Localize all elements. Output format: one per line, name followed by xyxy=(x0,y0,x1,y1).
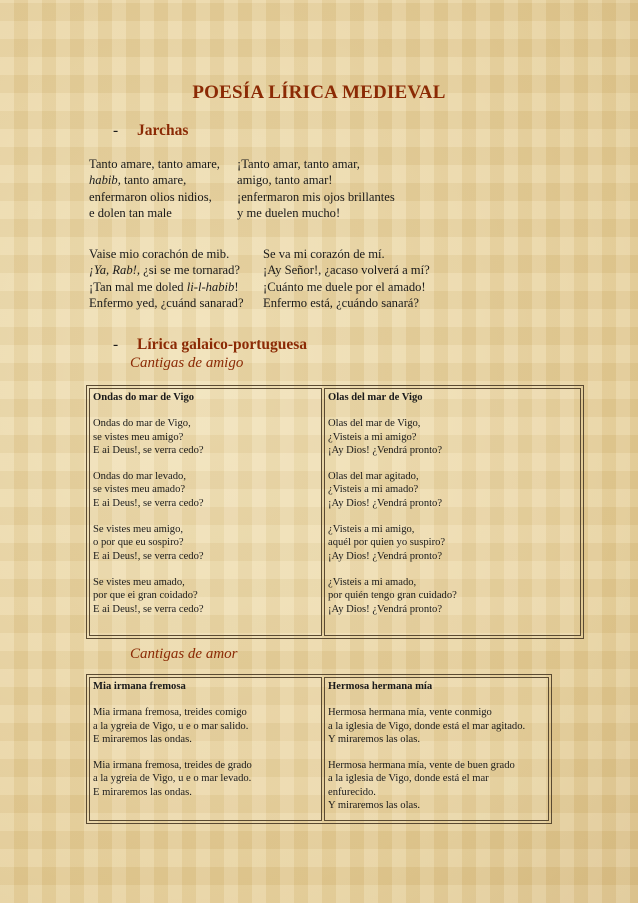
verse-text: ! xyxy=(234,279,239,294)
poem-title: Hermosa hermana mía xyxy=(328,681,433,692)
poem-line: E miraremos las ondas. xyxy=(93,733,192,745)
verse-line: Enfermo está, ¿cuándo sanará? xyxy=(263,296,419,311)
stanza xyxy=(328,417,577,457)
jarchas-heading: Jarchas xyxy=(137,122,189,139)
poem-line: a la iglesia de Vigo, donde está el mar xyxy=(328,773,489,785)
verse-line: Tanto amare, tanto amare, xyxy=(89,157,220,171)
poem-line: aquél por quien yo suspiro? xyxy=(328,537,446,549)
section-heading-jarchas xyxy=(113,122,188,140)
poem-line: a la ygreia de Vigo, u e o mar levado. xyxy=(93,773,252,785)
page-title: POESÍA LÍRICA MEDIEVAL xyxy=(192,82,446,103)
jarcha-1-translation xyxy=(237,156,395,222)
poem-title: Olas del mar de Vigo xyxy=(328,392,423,403)
jarcha-1-original xyxy=(89,156,220,222)
verse-line: enfermaron olios nidios, xyxy=(89,189,212,204)
cantigas-amor-table xyxy=(86,674,552,824)
stanza xyxy=(93,470,318,510)
poem-line: Hermosa hermana mía, vente conmigo xyxy=(328,707,492,719)
table-row xyxy=(89,677,549,821)
poem-translation-cell xyxy=(324,677,549,821)
bullet-dash: - xyxy=(113,336,119,353)
poem-line: enfurecido. xyxy=(328,786,376,798)
poem-line: ¿Visteis a mi amigo? xyxy=(328,431,417,443)
stanza xyxy=(93,417,318,457)
poem-title: Ondas do mar de Vigo xyxy=(93,392,195,403)
poem-line: Mia irmana fremosa, treides comigo xyxy=(93,707,247,719)
poem-line: E miraremos las ondas. xyxy=(93,786,192,798)
poem-line: Mia irmana fremosa, treides de grado xyxy=(93,760,252,772)
verse-line xyxy=(89,172,220,188)
poem-line: ¿Visteis a mi amado, xyxy=(328,576,417,588)
poem-line: Olas del mar agitado, xyxy=(328,471,419,483)
subheading-cantigas-amor: Cantigas de amor xyxy=(130,646,238,662)
table-row xyxy=(89,388,581,636)
poem-line: ¡Ay Dios! ¿Vendrá pronto? xyxy=(328,497,443,509)
stanza xyxy=(93,759,318,799)
poem-line: E ai Deus!, se verra cedo? xyxy=(93,550,204,562)
poem-line: ¿Visteis a mi amigo, xyxy=(328,524,415,536)
jarcha-2-translation xyxy=(263,246,430,312)
verse-line: y me duelen mucho! xyxy=(237,206,341,221)
poem-line: Se vistes meu amado, xyxy=(93,576,185,588)
poem-line: Ondas do mar levado, xyxy=(93,471,186,483)
verse-line: Se va mi corazón de mí. xyxy=(263,247,385,261)
poem-line: por quién tengo gran cuidado? xyxy=(328,590,457,602)
poem-original-cell xyxy=(89,677,322,821)
poem-line: Y miraremos las olas. xyxy=(328,800,420,812)
stanza xyxy=(93,523,318,563)
stanza xyxy=(328,470,577,510)
stanza xyxy=(328,759,545,812)
verse-line: e dolen tan male xyxy=(89,206,172,221)
poem-line: E ai Deus!, se verra cedo? xyxy=(93,444,204,456)
jarcha-2-original xyxy=(89,246,244,312)
stanza xyxy=(93,576,318,616)
stanza xyxy=(93,706,318,746)
section-heading-galaico xyxy=(113,336,307,354)
poem-line: Y miraremos las olas. xyxy=(328,733,420,745)
poem-line: ¡Ay Dios! ¿Vendrá pronto? xyxy=(328,444,443,456)
stanza xyxy=(328,523,577,563)
poem-line: se vistes meu amigo? xyxy=(93,431,184,443)
cantigas-amigo-table xyxy=(86,385,584,639)
stanza xyxy=(328,576,577,616)
poem-line: por que ei gran coidado? xyxy=(93,590,198,602)
verse-text: , tanto amare, xyxy=(117,173,187,188)
verse-line: ¡Tanto amar, tanto amar, xyxy=(237,157,360,171)
poem-line: ¡Ay Dios! ¿Vendrá pronto? xyxy=(328,603,443,615)
stanza xyxy=(328,706,545,746)
poem-line: a la iglesia de Vigo, donde está el mar agitado. xyxy=(328,720,526,732)
poem-line: Ondas do mar de Vigo, xyxy=(93,418,191,430)
poem-line: Se vistes meu amigo, xyxy=(93,524,184,536)
poem-line: se vistes meu amado? xyxy=(93,484,186,496)
verse-line xyxy=(89,262,244,278)
poem-translation-cell xyxy=(324,388,581,636)
poem-original-cell xyxy=(89,388,322,636)
subheading-cantigas-amigo: Cantigas de amigo xyxy=(130,355,244,371)
poem-line: a la ygreia de Vigo, u e o mar salido. xyxy=(93,720,249,732)
verse-line: ¡Ay Señor!, ¿acaso volverá a mí? xyxy=(263,263,430,278)
verse-line: Enfermo yed, ¿cuánd sanarad? xyxy=(89,296,244,311)
poem-line: ¡Ay Dios! ¿Vendrá pronto? xyxy=(328,550,443,562)
poem-line: Olas del mar de Vigo, xyxy=(328,418,421,430)
verse-line: Vaise mio corachón de mib. xyxy=(89,247,230,261)
verse-line: amigo, tanto amar! xyxy=(237,173,333,188)
verse-italic: ¡Ya, Rab!, xyxy=(89,263,140,278)
verse-text: ¿si se me tornarad? xyxy=(139,263,240,278)
poem-line: E ai Deus!, se verra cedo? xyxy=(93,497,204,509)
galaico-heading: Lírica galaico-portuguesa xyxy=(137,336,308,353)
poem-line: E ai Deus!, se verra cedo? xyxy=(93,603,204,615)
bullet-dash: - xyxy=(113,122,119,139)
verse-italic: li-l-habib xyxy=(186,279,235,294)
poem-line: ¿Visteis a mi amado? xyxy=(328,484,419,496)
poem-line: Hermosa hermana mía, vente de buen grado xyxy=(328,760,515,772)
verse-line: ¡Cuánto me duele por el amado! xyxy=(263,279,426,294)
verse-line xyxy=(89,279,244,295)
poem-line: o por que eu sospiro? xyxy=(93,537,184,549)
verse-line: ¡enfermaron mis ojos brillantes xyxy=(237,189,395,204)
verse-text: ¡Tan mal me doled xyxy=(89,279,187,294)
poem-title: Mia irmana fremosa xyxy=(93,681,186,692)
verse-italic: habib xyxy=(89,173,118,188)
